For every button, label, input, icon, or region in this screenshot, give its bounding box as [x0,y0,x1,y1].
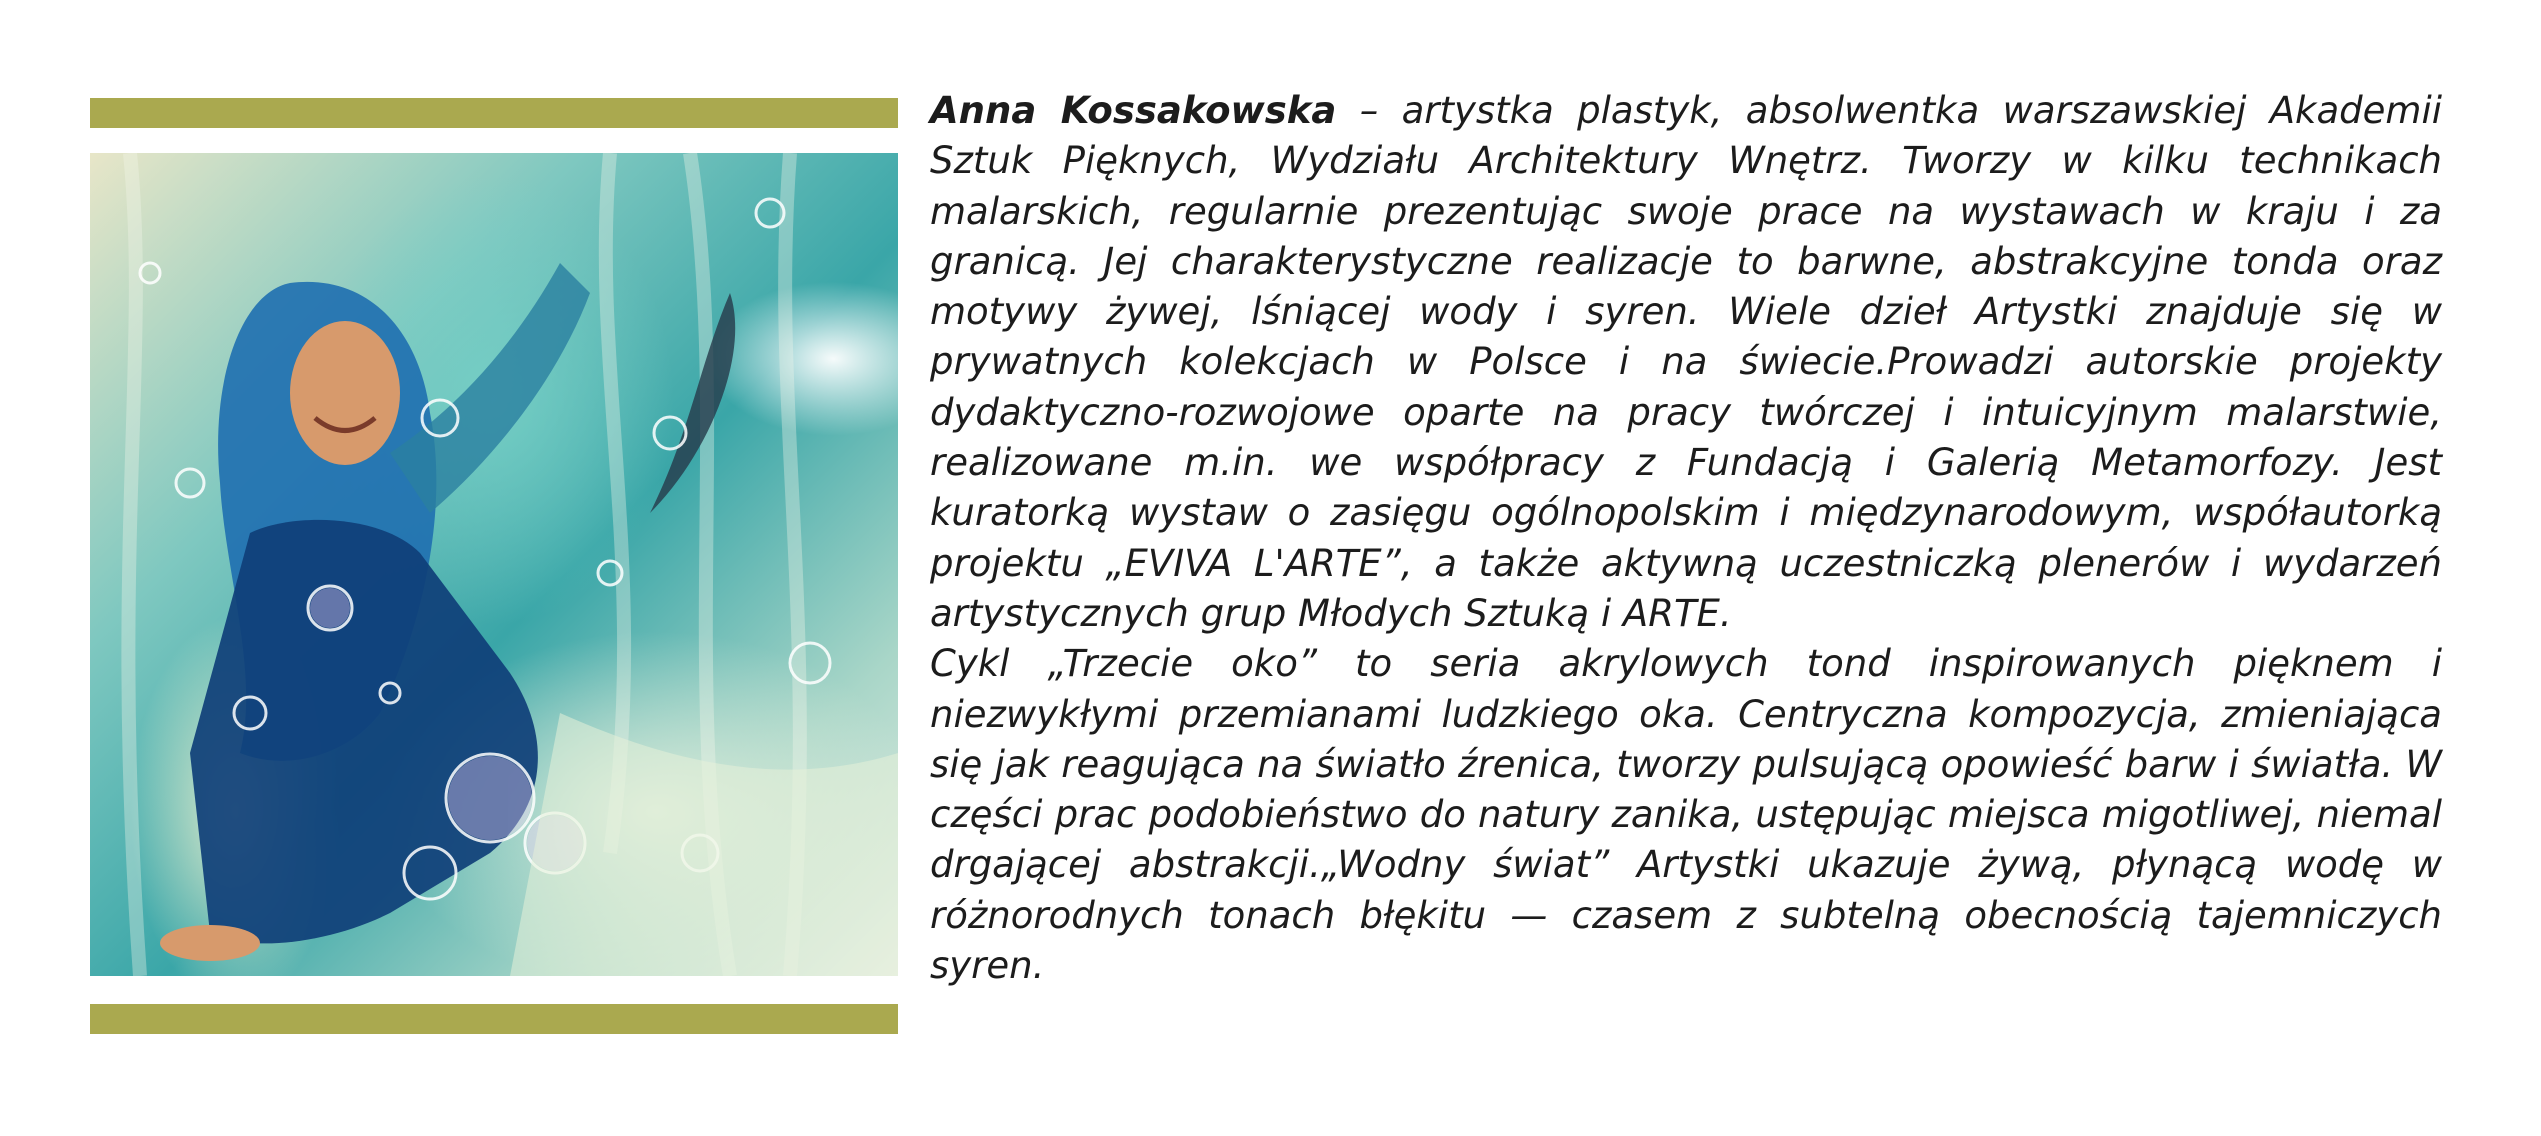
cycle-paragraph: Cykl „Trzecie oko” to seria akrylowych tond inspirowanych pięknem i niezwykłymi przemianami ludzkiego oka. Centryczna kompozycja, zmieniająca się jak reagująca na światło źrenica, tworzy pulsującą opowieść barw i światła. W części prac podobieństwo do natury zanika, ustępując miejsca migotliwej, niemal drgającej abstrakcji.„Wodny świat” Artystki ukazuje żywą, płynącą wodę w różnorodnych tonach błękitu — czasem z subtelną obecnością tajemniczych syren. [930,642,2442,988]
artist-name: Anna Kossakowska [930,89,1337,132]
bio-paragraph [930,86,2442,639]
top-accent-bar [90,98,898,128]
bio-intro: – artystka plastyk, absolwentka warszawskiej Akademii Sztuk Pięknych, Wydziału Architektury Wnętrz. Tworzy w kilku technikach malarskich, regularnie prezentując swoje prace na wystawach w kraju i za granicą. Jej charakterystyczne realizacje to barwne, abstrakcyjne tonda oraz motywy żywej, lśniącej wody i syren. Wiele dzieł Artystki znajduje się w prywatnych kolekcjach w Polsce i na świecie.Prowadzi autorskie projekty dydaktyczno-rozwojowe oparte na pracy twórczej i intuicyjnym malarstwie, realizowane m.in. we współpracy z Fundacją i Galerią Metamorfozy. Jest kuratorką wystaw o zasięgu ogólnopolskim i międzynarodowym, współautorką projektu „EVIVA L'ARTE”, a także aktywną uczestniczką plenerów i wydarzeń artystycznych grup Młodych Sztuką i ARTE. [930,89,2443,635]
artist-bio-text [930,86,2442,991]
artist-portrait-photo [90,153,898,976]
dress-shape [190,520,538,944]
face-shape [290,321,400,465]
portrait-illustration [90,153,898,976]
bottom-accent-bar [90,1004,898,1034]
